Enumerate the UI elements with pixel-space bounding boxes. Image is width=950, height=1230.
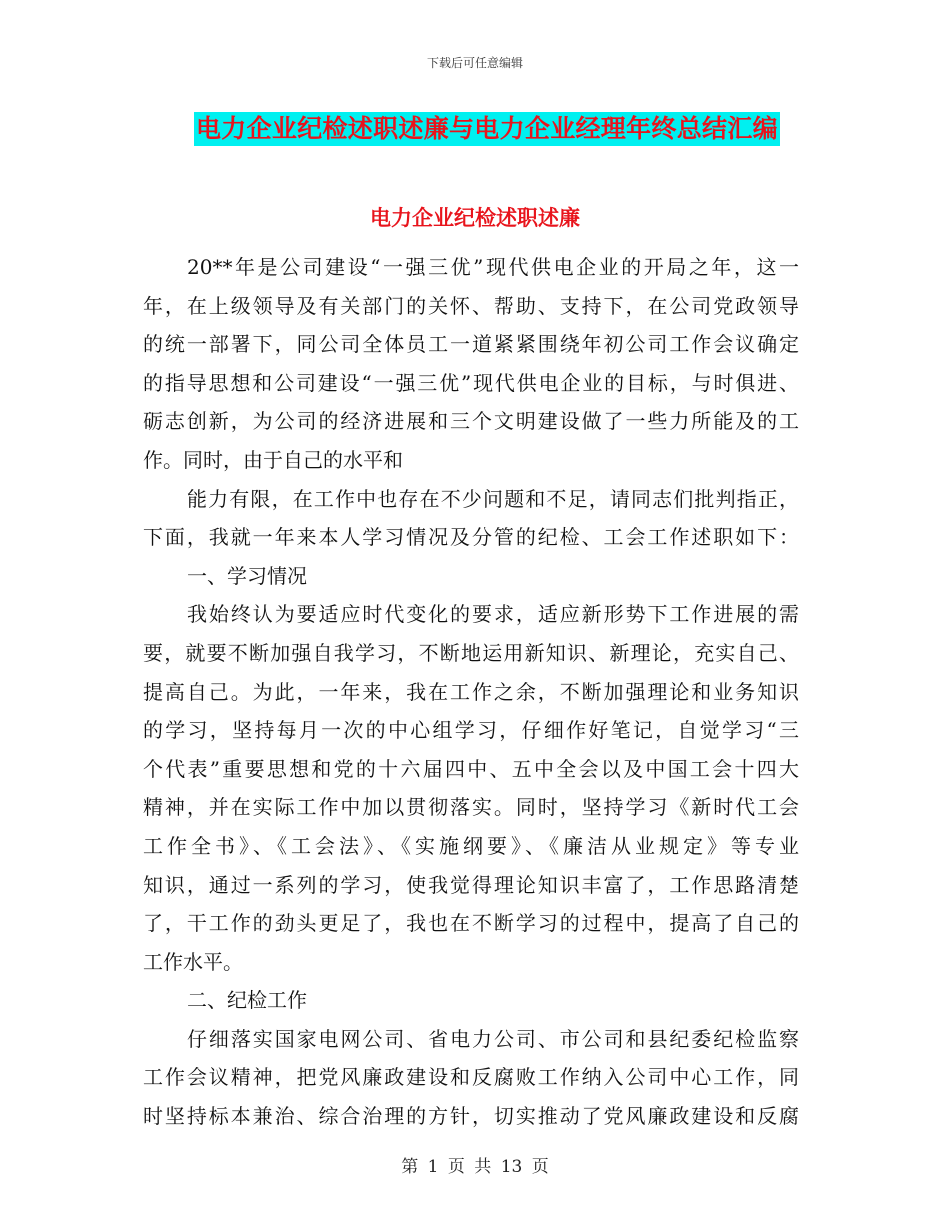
body-line: 知识，通过一系列的学习，使我觉得理论知识丰富了，工作思路清楚 [143,872,799,897]
body-line: 工作全书》、《工会法》、《实施纲要》、《廉洁从业规定》等专业 [143,833,799,858]
body-line: 了，干工作的劲头更足了，我也在不断学习的过程中，提高了自己的 [143,911,799,936]
body-line: 我始终认为要适应时代变化的要求，适应新形势下工作进展的需 [187,602,799,627]
body-line: 能力有限，在工作中也存在不少问题和不足，请同志们批判指正， [187,486,799,511]
header-note: 下载后可任意编辑 [426,56,523,70]
document-title: 电力企业纪检述职述廉与电力企业经理年终总结汇编 [194,112,780,146]
section-title: 电力企业纪检述职述廉 [370,206,580,230]
body-line: 年，在上级领导及有关部门的关怀、帮助、支持下，在公司党政领导 [143,293,799,318]
body-line: 仔细落实国家电网公司、省电力公司、市公司和县纪委纪检监察 [187,1026,799,1051]
body-line: 个代表”重要思想和党的十六届四中、五中全会以及中国工会十四大 [143,756,799,781]
body-line: 下面，我就一年来本人学习情况及分管的纪检、工会工作述职如下： [143,525,799,550]
body-line: 要，就要不断加强自我学习，不断地运用新知识、新理论，充实自己、 [143,640,799,665]
body-line: 工作水平。 [143,949,243,974]
page-number-footer: 第 1 页 共 13 页 [401,1157,549,1177]
heading-discipline: 二、纪检工作 [187,988,307,1013]
body-line: 时坚持标本兼治、综合治理的方针，切实推动了党风廉政建设和反腐 [143,1104,799,1129]
body-line: 的学习，坚持每月一次的中心组学习，仔细作好笔记，自觉学习“三 [143,718,799,743]
heading-study: 一、学习情况 [187,563,307,588]
body-line: 作。同时，由于自己的水平和 [143,447,403,472]
body-line: 精神，并在实际工作中加以贯彻落实。同时，坚持学习《新时代工会 [143,795,799,820]
body-line: 砺志创新，为公司的经济进展和三个文明建设做了一些力所能及的工 [143,409,799,434]
body-line: 的统一部署下，同公司全体员工一道紧紧围绕年初公司工作会议确定 [143,332,799,357]
body-line: 提高自己。为此，一年来，我在工作之余，不断加强理论和业务知识 [143,679,799,704]
body-line: 20**年是公司建设“一强三优”现代供电企业的开局之年，这一 [187,255,799,279]
body-line: 工作会议精神，把党风廉政建设和反腐败工作纳入公司中心工作，同 [143,1065,799,1090]
body-text [143,248,799,1136]
body-line: 的指导思想和公司建设“一强三优”现代供电企业的目标，与时俱进、 [143,370,799,395]
